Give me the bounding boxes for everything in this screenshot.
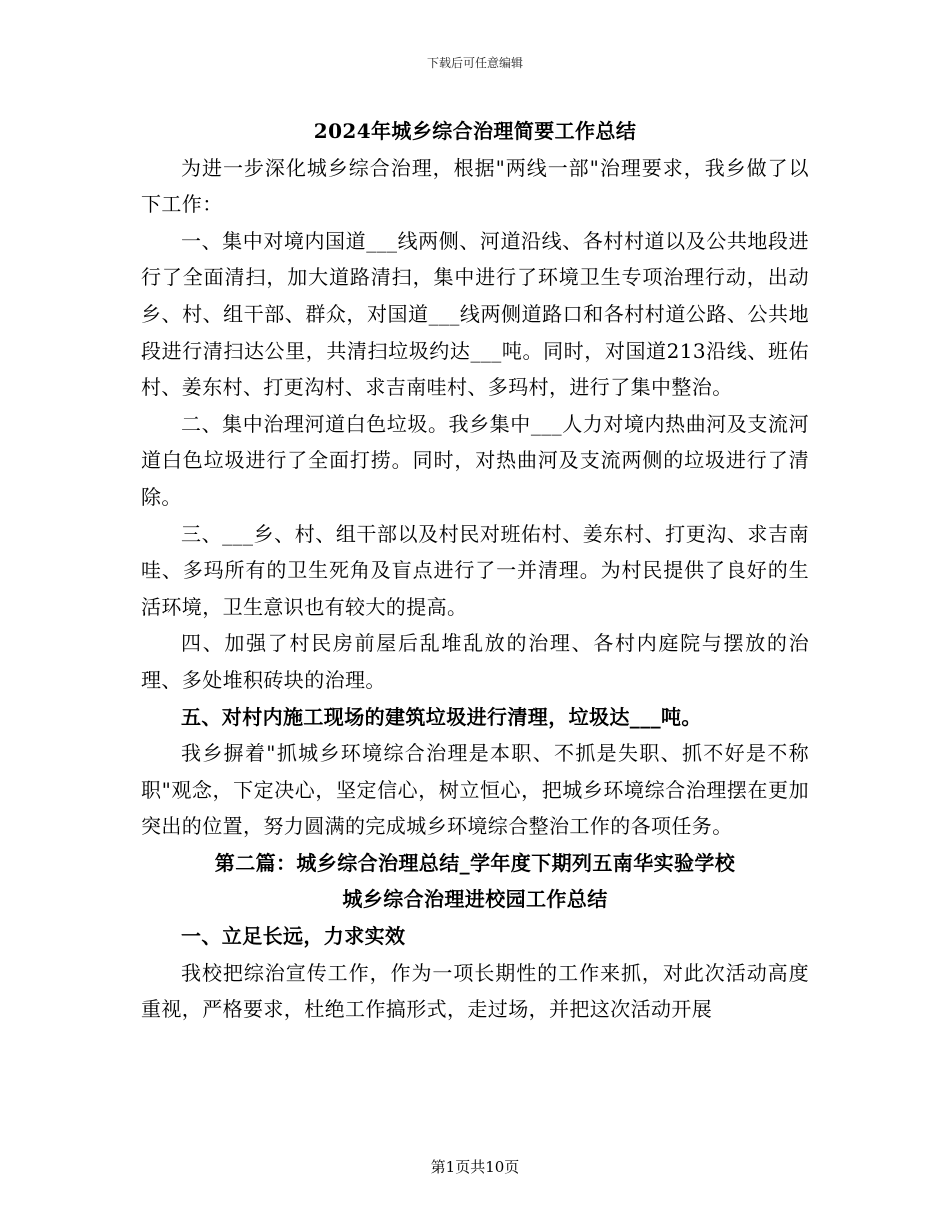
- paragraph-item-1: 一、集中对境内国道___线两侧、河道沿线、各村村道以及公共地段进行了全面清扫，加大道路清扫，集中进行了环境卫生专项治理行动，出动乡、村、组干部、群众，对国道___线两侧道路口和各村村道公路、公共地段进行清扫达公里，共清扫垃圾约达___吨。同时，对国道213沿线、班佑村、姜东村、打更沟村、求吉南哇村、多玛村，进行了集中整治。: [141, 228, 809, 400]
- paragraph-conclusion: 我乡摒着"抓城乡环境综合治理是本职、不抓是失职、抓不好是不称职"观念，下定决心，坚定信心，树立恒心，把城乡环境综合治理摆在更加突出的位置，努力圆满的完成城乡环境综合整治工作的各项任务。: [141, 741, 809, 839]
- section2-subheading: 一、立足长远，力求实效: [181, 924, 406, 949]
- page-number: 第1页共10页: [430, 1158, 520, 1176]
- document-title: 2024年城乡综合治理简要工作总结: [313, 119, 637, 143]
- header-note: 下载后可任意编辑: [426, 56, 523, 70]
- paragraph-item-5: 五、对村内施工现场的建筑垃圾进行清理，垃圾达___吨。: [181, 704, 702, 729]
- paragraph-item-3: 三、___乡、村、组干部以及村民对班佑村、姜东村、打更沟、求吉南哇、多玛所有的卫生死角及盲点进行了一并清理。为村民提供了良好的生活环境，卫生意识也有较大的提高。: [141, 521, 809, 619]
- section2-heading-line2: 城乡综合治理进校园工作总结: [342, 887, 608, 912]
- section2-paragraph: 我校把综治宣传工作，作为一项长期性的工作来抓，对此次活动高度重视，严格要求，杜绝工作搞形式，走过场，并把这次活动开展: [141, 960, 809, 1022]
- paragraph-item-4: 四、加强了村民房前屋后乱堆乱放的治理、各村内庭院与摆放的治理、多处堆积砖块的治理。: [141, 631, 809, 692]
- document-body: [141, 113, 809, 1028]
- paragraph-intro: 为进一步深化城乡综合治理，根据"两线一部"治理要求，我乡做了以下工作：: [141, 155, 809, 217]
- paragraph-item-2: 二、集中治理河道白色垃圾。我乡集中___人力对境内热曲河及支流河道白色垃圾进行了全面打捞。同时，对热曲河及支流两侧的垃圾进行了清除。: [141, 411, 809, 509]
- section2-heading-line1: 第二篇：城乡综合治理总结_学年度下期列五南华实验学校: [214, 850, 736, 875]
